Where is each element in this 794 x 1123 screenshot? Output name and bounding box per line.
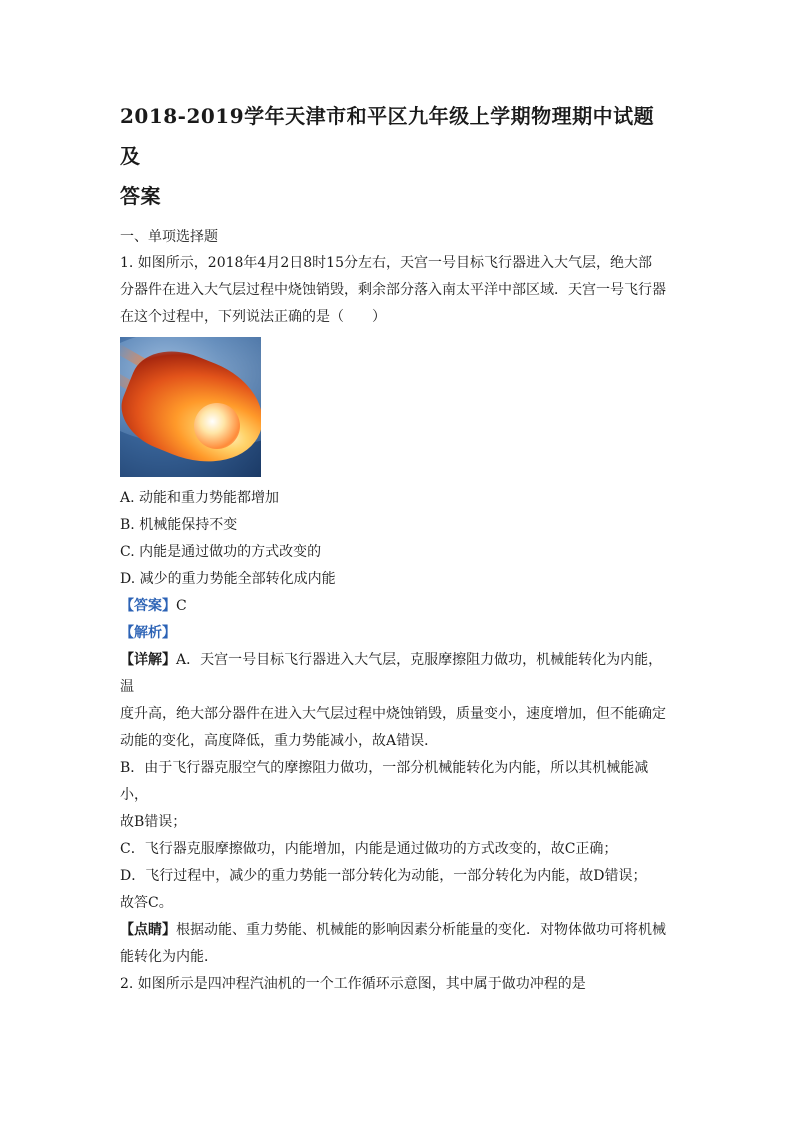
detail-line: 动能的变化，高度降低，重力势能减小，故A错误． [120,733,439,749]
question-1-line: 1. 如图所示，2018年4月2日8时15分左右，天宫一号目标飞行器进入大气层，绝大部 [120,255,652,271]
option-b: B. 机械能保持不变 [120,517,238,533]
tiangong-reentry-image [120,337,261,477]
option-c: C. 内能是通过做功的方式改变的 [120,544,322,560]
document-title [120,0,674,216]
title-line-1: 2018-2019学年天津市和平区九年级上学期物理期中试题及 [120,104,655,168]
spacecraft-core-graphic [194,403,240,449]
option-a: A. 动能和重力势能都增加 [120,490,280,506]
detail-line: 故B错误； [120,814,187,830]
question-2-line: 2. 如图所示是四冲程汽油机的一个工作循环示意图，其中属于做功冲程的是 [120,976,586,992]
comment-line [120,917,674,944]
detail-block [120,647,674,917]
detail-line: D．飞行过程中，减少的重力势能一部分转化为动能，一部分转化为内能，故D错误； [120,868,647,884]
detail-tag: 【详解】 [120,652,176,668]
question-1 [120,250,674,971]
analysis-line [120,620,674,647]
comment-block [120,917,674,971]
comment-line: 能转化为内能． [120,949,218,965]
section-heading: 一、单项选择题 [120,229,218,245]
detail-line: 度升高，绝大部分器件在进入大气层过程中烧蚀销毁，质量变小，速度增加，但不能确定 [120,706,666,722]
answer-value: C [176,598,187,614]
answer-line [120,593,674,620]
option-d: D. 减少的重力势能全部转化成内能 [120,571,336,587]
detail-line: C．飞行器克服摩擦做功，内能增加，内能是通过做功的方式改变的，故C正确； [120,841,618,857]
comment-text: 根据动能、重力势能、机械能的影响因素分析能量的变化．对物体做功可将机械 [176,922,666,938]
question-1-options [120,485,674,593]
detail-line: 故答C。 [120,895,173,911]
detail-line [120,647,674,701]
detail-text: A．天宫一号目标飞行器进入大气层，克服摩擦阻力做功，机械能转化为内能，温 [120,652,663,695]
question-2 [120,971,674,998]
detail-line: B．由于飞行器克服空气的摩擦阻力做功，一部分机械能转化为内能，所以其机械能减小， [120,760,649,803]
question-1-line: 在这个过程中，下列说法正确的是（ ） [120,309,386,325]
analysis-tag: 【解析】 [120,625,176,641]
question-1-line: 分器件在进入大气层过程中烧蚀销毁，剩余部分落入南太平洋中部区域．天宫一号飞行器 [120,282,666,298]
title-line-2: 答案 [120,184,161,208]
answer-tag: 【答案】 [120,598,176,614]
comment-tag: 【点睛】 [120,922,176,938]
